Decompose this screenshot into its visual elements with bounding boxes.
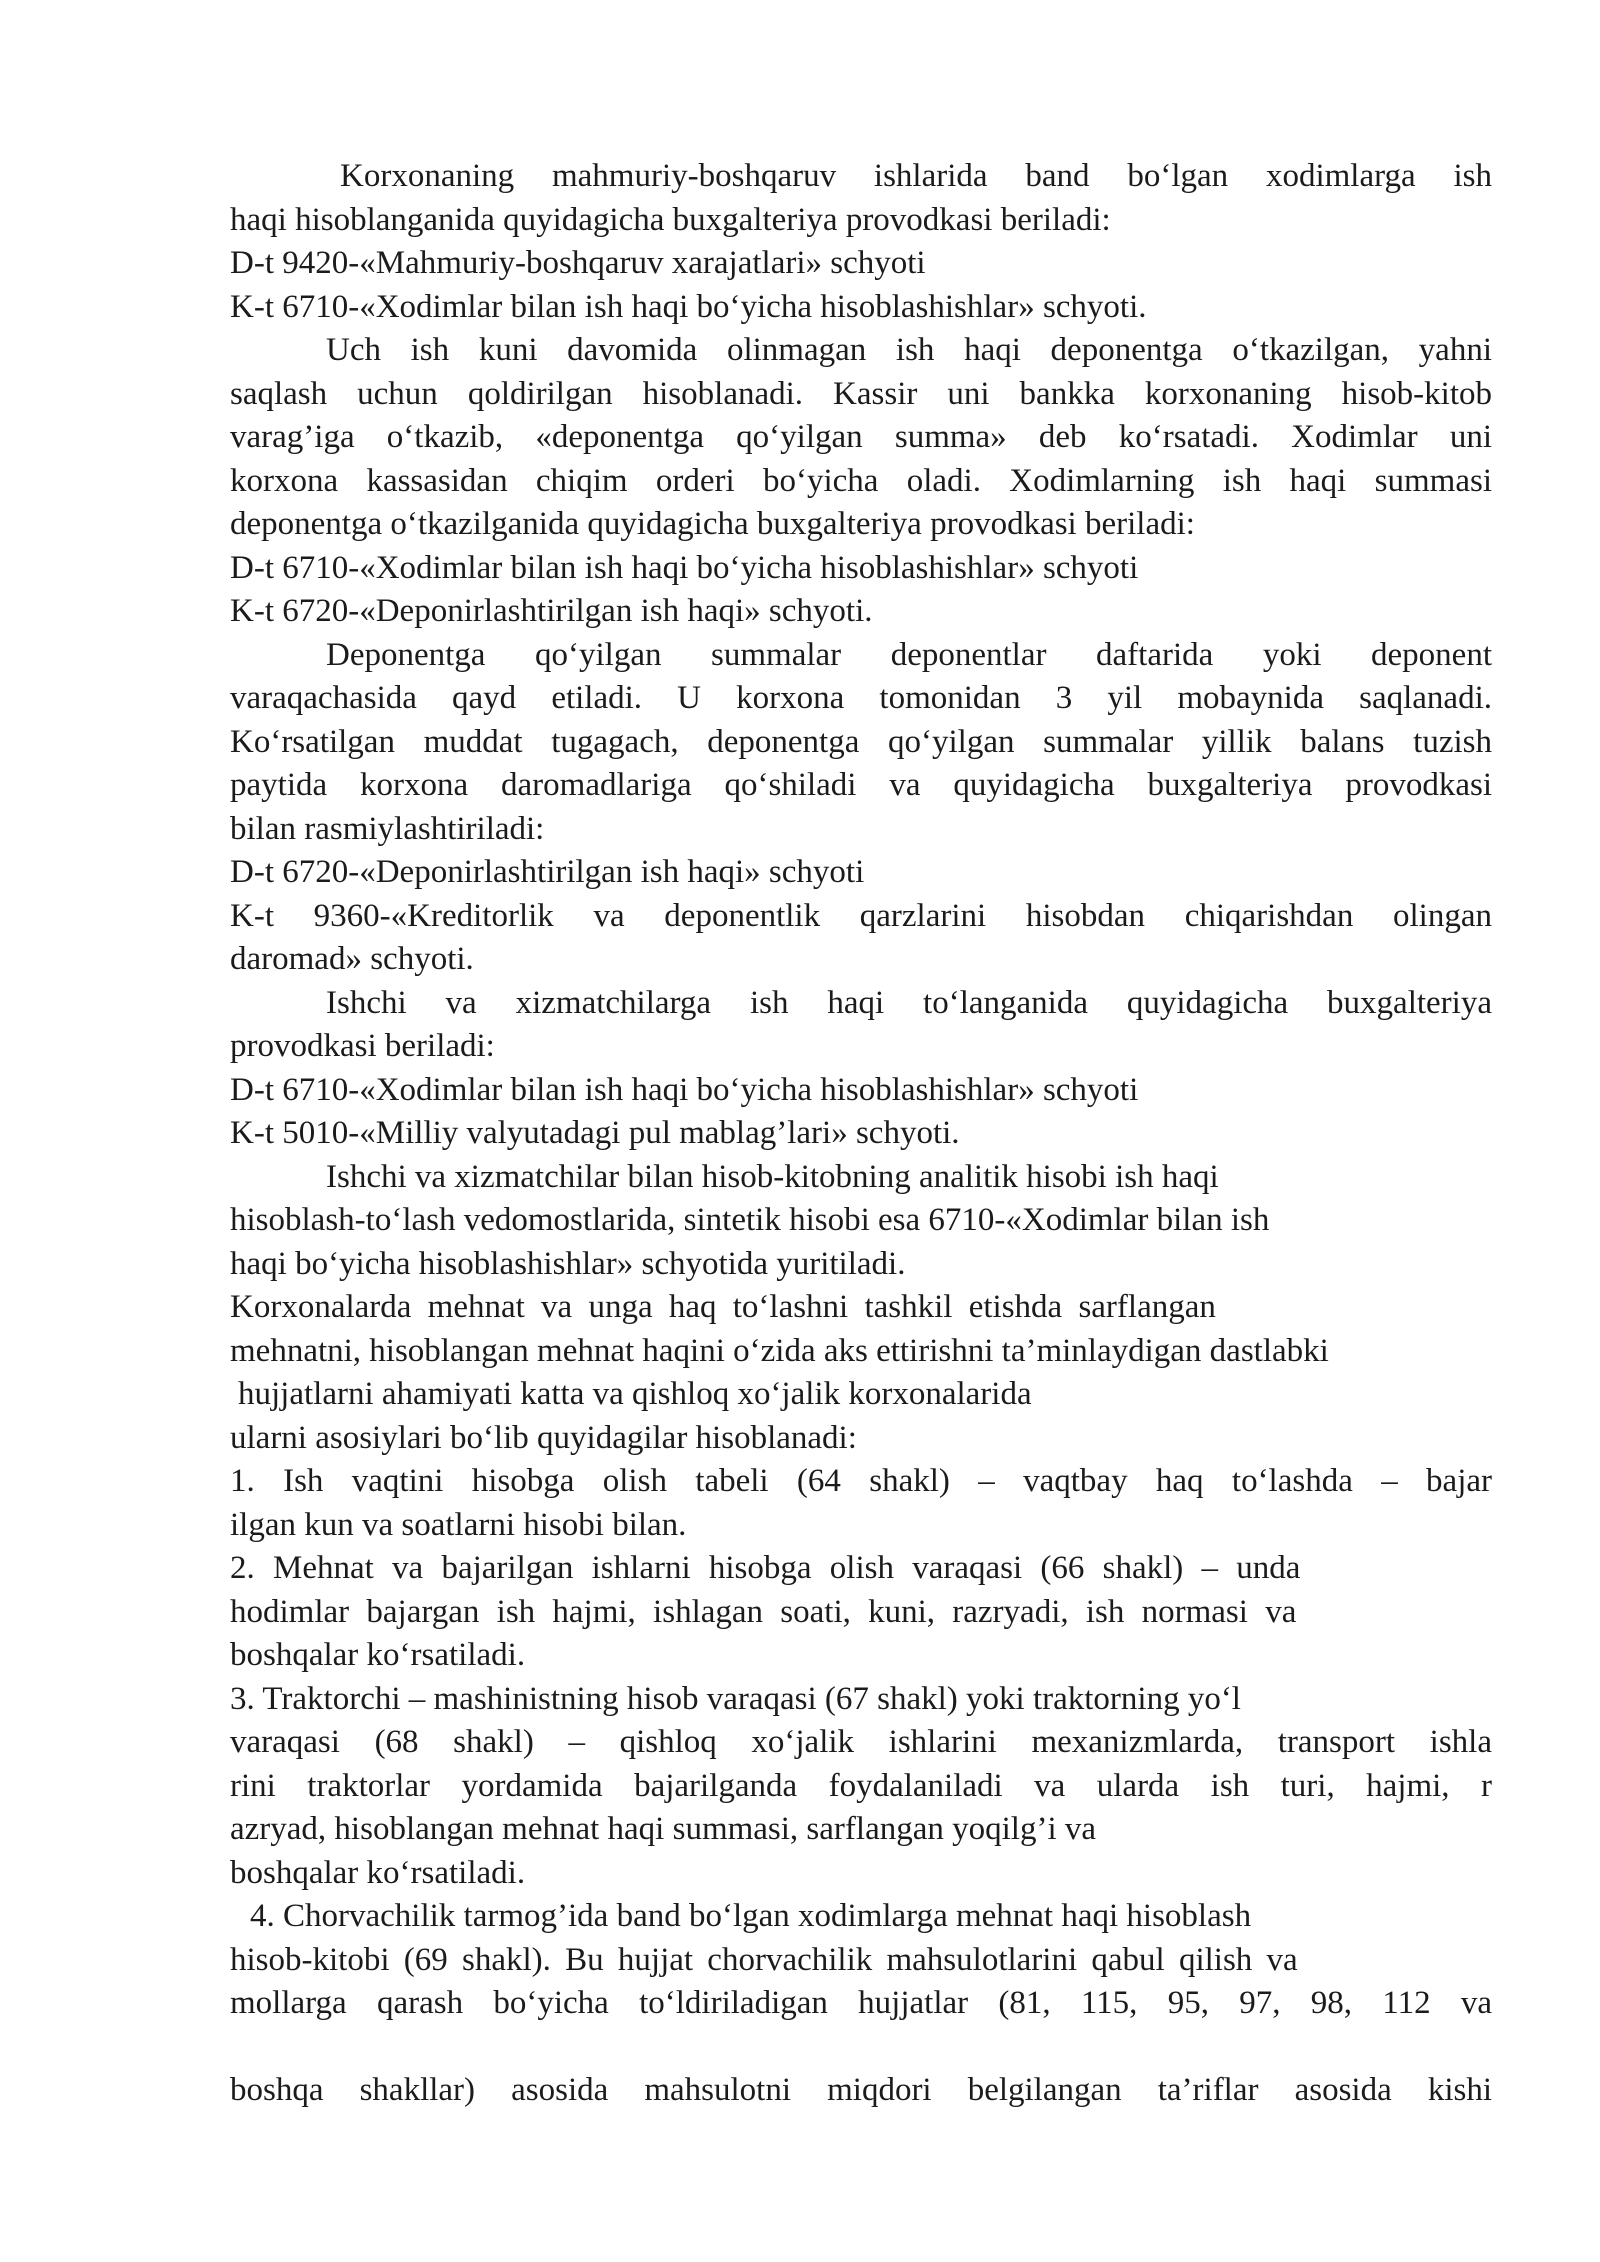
text-line: ularni asosiylari bo‘lib quyidagilar hisoblanadi: (230, 1419, 857, 1456)
text-line: haqi bo‘yicha hisoblashishlar» schyotida yuritiladi. (230, 1245, 906, 1282)
text-line: D-t 6710-«Xodimlar bilan ish haqi bo‘yicha hisoblashishlar» schyoti (230, 549, 1139, 586)
text-line: 3. Traktorchi – mashinistning hisob varaqasi (67 shakl) yoki traktorning yo‘l (230, 1680, 1241, 1717)
text-line: Deponentga qo‘yilgan summalar deponentlar daftarida yoki deponent (326, 636, 1492, 673)
text-line: boshqalar ko‘rsatiladi. (230, 1637, 526, 1673)
text-line: Korxonalarda mehnat va unga haq to‘lashni tashkil etishda sarflangan (230, 1289, 1216, 1325)
text-line: D-t 6710-«Xodimlar bilan ish haqi bo‘yicha hisoblashishlar» schyoti (230, 1071, 1139, 1108)
text-line: D-t 9420-«Mahmuriy-boshqaruv xarajatlari» schyoti (230, 245, 926, 281)
text-line: K-t 6710-«Xodimlar bilan ish haqi bo‘yicha hisoblashishlar» schyoti. (230, 288, 1147, 325)
text-line: korxona kassasidan chiqim orderi bo‘yicha oladi. Xodimlarning ish haqi summasi (230, 462, 1492, 499)
text-line: bilan rasmiylashtiriladi: (230, 810, 545, 847)
text-line: varaqasi (68 shakl) – qishloq xo‘jalik ishlarini mexanizmlarda, transport ishla (230, 1724, 1492, 1760)
text-line: haqi hisoblanganida quyidagicha buxgalteriya provodkasi beriladi: (230, 201, 1111, 238)
text-line: provodkasi beriladi: (230, 1028, 495, 1064)
text-line: Ko‘rsatilgan muddat tugagach, deponentga qo‘yilgan summalar yillik balans tuzish (230, 723, 1492, 760)
text-line: K-t 9360-«Kreditorlik va deponentlik qarzlarini hisobdan chiqarishdan olingan (230, 897, 1492, 934)
text-line: varaqachasida qayd etiladi. U korxona tomonidan 3 yil mobaynida saqlanadi. (230, 680, 1492, 716)
text-line: K-t 5010-«Milliy valyutadagi pul mablag’lari» schyoti. (230, 1115, 960, 1151)
text-line: varag’iga o‘tkazib, «deponentga qo‘yilgan summa» deb ko‘rsatadi. Xodimlar uni (230, 419, 1492, 455)
text-line: D-t 6720-«Deponirlashtirilgan ish haqi» schyoti (230, 854, 865, 890)
text-line: Korxonaning mahmuriy-boshqaruv ishlarida band bo‘lgan xodimlarga ish (340, 158, 1492, 194)
text-line: 1. Ish vaqtini hisobga olish tabeli (64 shakl) – vaqtbay haq to‘lashda – bajar (230, 1463, 1492, 1499)
text-line: ilgan kun va soatlarni hisobi bilan. (230, 1506, 687, 1543)
document-body (230, 155, 1492, 2113)
text-line: deponentga o‘tkazilganida quyidagicha buxgalteriya provodkasi beriladi: (230, 506, 1195, 542)
text-line: hodimlar bajargan ish hajmi, ishlagan soati, kuni, razryadi, ish normasi va (230, 1593, 1297, 1630)
blank-gap (230, 2026, 1492, 2070)
text-line: Ishchi va xizmatchilar bilan hisob-kitobning analitik hisobi ish haqi (326, 1158, 1219, 1195)
text-line: hisoblash-to‘lash vedomostlarida, sintetik hisobi esa 6710-«Xodimlar bilan ish (230, 1202, 1270, 1238)
text-line: boshqa shakllar) asosida mahsulotni miqdori belgilangan ta’riflar asosida kishi (230, 2072, 1492, 2108)
text-line: Uch ish kuni davomida olinmagan ish haqi deponentga o‘tkazilgan, yahni (326, 332, 1492, 368)
text-line: daromad» schyoti. (230, 941, 474, 977)
text-line: K-t 6720-«Deponirlashtirilgan ish haqi» schyoti. (230, 593, 873, 629)
text-line: azryad, hisoblangan mehnat haqi summasi, sarflangan yoqilg’i va (230, 1811, 1097, 1847)
text-line: paytida korxona daromadlariga qo‘shiladi va quyidagicha buxgalteriya provodkasi (230, 767, 1492, 803)
text-line: mehnatni, hisoblangan mehnat haqini o‘zida aks ettirishni ta’minlaydigan dastlabki (230, 1332, 1329, 1369)
text-line: 4. Chorvachilik tarmog’ida band bo‘lgan xodimlarga mehnat haqi hisoblash (250, 1898, 1252, 1934)
text-line: hisob-kitobi (69 shakl). Bu hujjat chorvachilik mahsulotlarini qabul qilish va (230, 1941, 1298, 1978)
text-line: boshqalar ko‘rsatiladi. (230, 1854, 526, 1891)
text-line: saqlash uchun qoldirilgan hisoblanadi. Kassir uni bankka korxonaning hisob-kitob (230, 375, 1492, 412)
text-line: hujjatlarni ahamiyati katta va qishloq xo‘jalik korxonalarida (238, 1376, 1032, 1412)
text-line: 2. Mehnat va bajarilgan ishlarni hisobga olish varaqasi (66 shakl) – unda (230, 1550, 1301, 1586)
text-line: rini traktorlar yordamida bajarilganda foydalaniladi va ularda ish turi, hajmi, r (230, 1767, 1492, 1804)
text-line: Ishchi va xizmatchilarga ish haqi to‘langanida quyidagicha buxgalteriya (326, 984, 1492, 1021)
text-line: mollarga qarash bo‘yicha to‘ldiriladigan hujjatlar (81, 115, 95, 97, 98, 112 va (230, 1985, 1492, 2021)
